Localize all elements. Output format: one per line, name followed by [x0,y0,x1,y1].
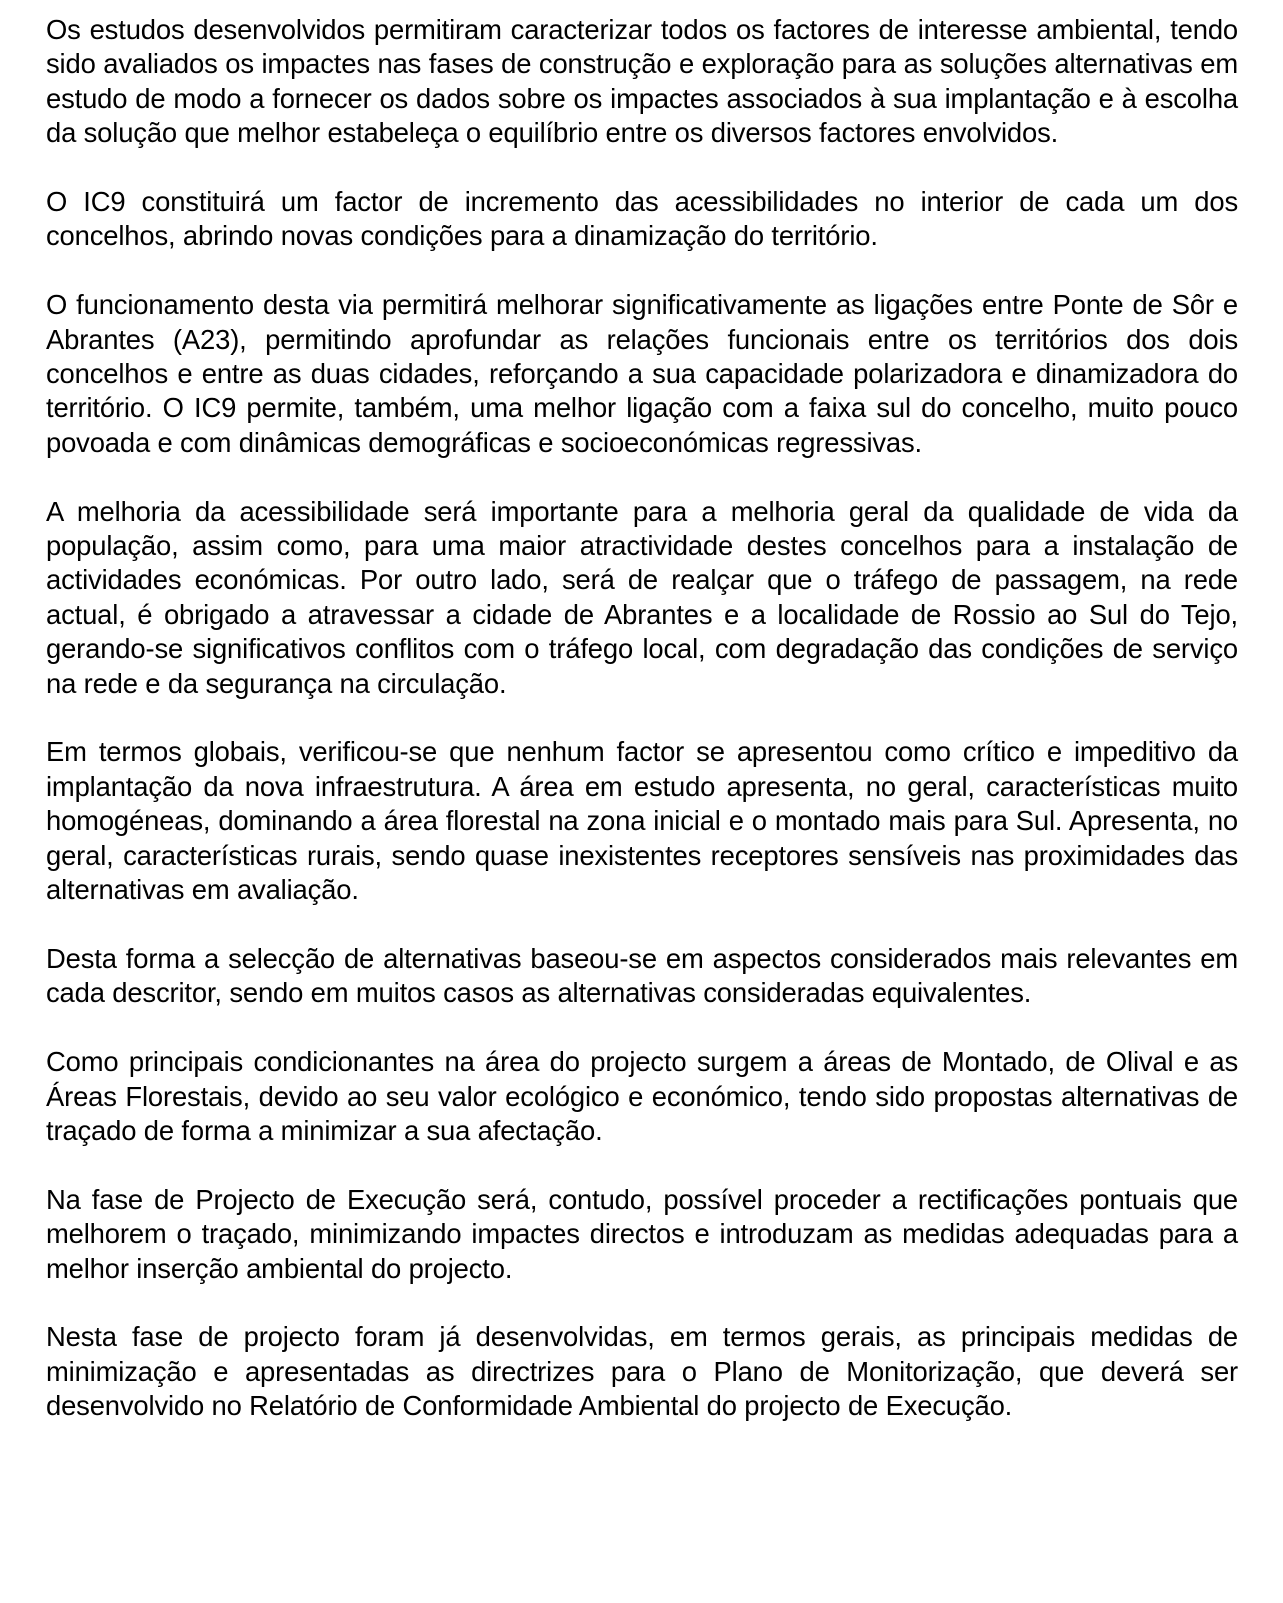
paragraph-road-function: O funcionamento desta via permitirá melhorar significativamente as ligações entre Ponte de Sôr e Abrantes (A23), permitindo aprofundar as relações funcionais entre os territórios dos dois concelhos e entre as duas cidades, reforçando a sua capacidade polarizadora e dinamizadora do território. O IC9 permite, também, uma melhor ligação com a faixa sul do concelho, muito pouco povoada e com dinâmicas demográficas e socioeconómicas regressivas. [46,289,1238,458]
paragraph-accessibility-improvement: A melhoria da acessibilidade será importante para a melhoria geral da qualidade de vida da população, assim como, para uma maior atractividade destes concelhos para a instalação de actividades económicas. Por outro lado, será de realçar que o tráfego de passagem, na rede actual, é obrigado a atravessar a cidade de Abrantes e a localidade de Rossio ao Sul do Tejo, gerando-se significativos conflitos com o tráfego local, com degradação das condições de serviço na rede e da segurança na circulação. [46,495,1238,699]
paragraph-study-overview: Os estudos desenvolvidos permitiram caracterizar todos os factores de interesse ambiental, tendo sido avaliados os impactes nas fases de construção e exploração para as soluções alternativas em estudo de modo a fornecer os dados sobre os impactes associados à sua implantação e à escolha da solução que melhor estabeleça o equilíbrio entre os diversos factores envolvidos. [46,14,1238,149]
document-page [46,13,1238,1458]
paragraph-execution-phase: Na fase de Projecto de Execução será, contudo, possível proceder a rectificações pontuais que melhorem o traçado, minimizando impactes directos e introduzam as medidas adequadas para a melhor inserção ambiental do projecto. [46,1183,1238,1284]
paragraph-monitoring-plan: Nesta fase de projecto foram já desenvolvidas, em termos gerais, as principais medidas de minimização e apresentadas as directrizes para o Plano de Monitorização, que deverá ser desenvolvido no Relatório de Conformidade Ambiental do projecto de Execução. [46,1321,1238,1422]
paragraph-alternative-selection: Desta forma a selecção de alternativas baseou-se em aspectos considerados mais relevantes em cada descritor, sendo em muitos casos as alternativas consideradas equivalentes. [46,942,1238,1009]
paragraph-ic9-accessibility: O IC9 constituirá um factor de incremento das acessibilidades no interior de cada um dos concelhos, abrindo novas condições para a dinamização do território. [46,186,1238,252]
paragraph-main-constraints: Como principais condicionantes na área do projecto surgem a áreas de Montado, de Olival e as Áreas Florestais, devido ao seu valor ecológico e económico, tendo sido propostas alternativas de traçado de forma a minimizar a sua afectação. [46,1046,1238,1146]
paragraph-global-assessment: Em termos globais, verificou-se que nenhum factor se apresentou como crítico e impeditivo da implantação da nova infraestrutura. A área em estudo apresenta, no geral, características muito homogéneas, dominando a área florestal na zona inicial e o montado mais para Sul. Apresenta, no geral, características rurais, sendo quase inexistentes receptores sensíveis nas proximidades das alternativas em avaliação. [46,736,1238,906]
